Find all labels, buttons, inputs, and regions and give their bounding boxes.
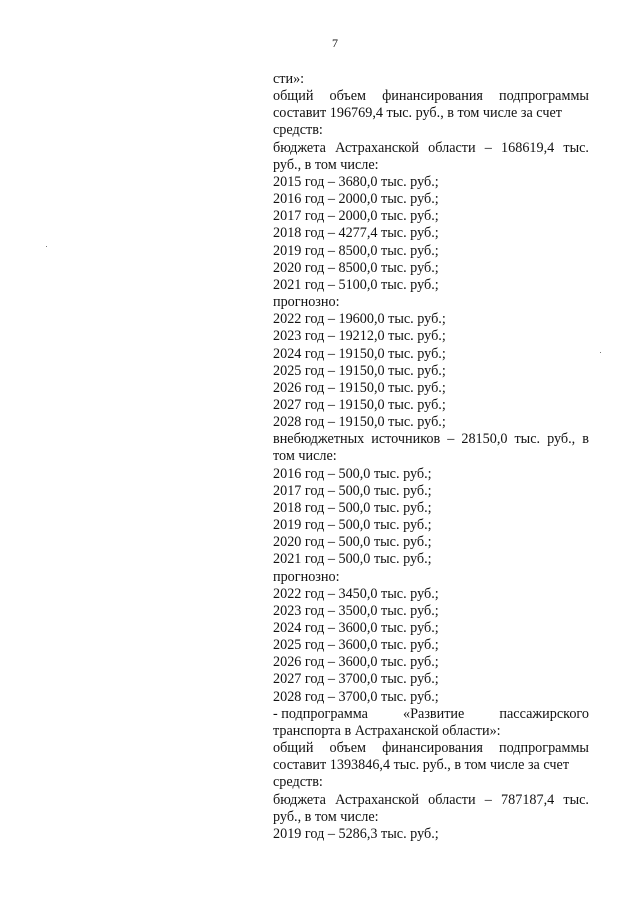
justified-text-line — [273, 431, 589, 448]
justified-text-line — [273, 706, 589, 723]
word: «Развитие — [403, 705, 465, 722]
justified-text-line — [273, 88, 589, 105]
word: тыс. — [563, 791, 589, 808]
word: финансирования — [382, 740, 483, 757]
text-line: 2019 год – 500,0 тыс. руб.; — [273, 517, 432, 534]
text-line: 2021 год – 500,0 тыс. руб.; — [273, 551, 432, 568]
document-text-block — [273, 71, 589, 843]
text-line: 2018 год – 500,0 тыс. руб.; — [273, 499, 432, 516]
text-line: 2021 год – 5100,0 тыс. руб.; — [273, 276, 439, 293]
word: Астраханской — [335, 139, 419, 156]
text-line: 2022 год – 3450,0 тыс. руб.; — [273, 585, 439, 602]
word: области — [428, 791, 476, 808]
text-line: 2027 год – 3700,0 тыс. руб.; — [273, 671, 439, 688]
word: источников — [371, 431, 441, 448]
text-line: 2023 год – 19212,0 тыс. руб.; — [273, 328, 446, 345]
text-line: 2016 год – 500,0 тыс. руб.; — [273, 465, 432, 482]
text-line: прогнозно: — [273, 568, 340, 585]
word: – — [447, 431, 455, 448]
text-line: транспорта в Астраханской области»: — [273, 722, 501, 739]
word: общий — [273, 740, 314, 757]
word: 787187,4 — [501, 791, 555, 808]
text-line: 2019 год – 8500,0 тыс. руб.; — [273, 242, 439, 259]
word: области — [428, 139, 476, 156]
text-line: средств: — [273, 122, 323, 139]
text-line: 2027 год – 19150,0 тыс. руб.; — [273, 396, 446, 413]
word: подпрограммы — [498, 88, 589, 105]
text-line: 2023 год – 3500,0 тыс. руб.; — [273, 602, 439, 619]
text-line: 2028 год – 3700,0 тыс. руб.; — [273, 688, 439, 705]
text-line: 2028 год – 19150,0 тыс. руб.; — [273, 414, 446, 431]
word: объем — [329, 740, 367, 757]
text-line: 2025 год – 3600,0 тыс. руб.; — [273, 637, 439, 654]
word: Астраханской — [335, 791, 419, 808]
word: – — [484, 791, 492, 808]
text-line: 2017 год – 500,0 тыс. руб.; — [273, 482, 432, 499]
word: 168619,4 — [501, 139, 555, 156]
text-line: 2022 год – 19600,0 тыс. руб.; — [273, 311, 446, 328]
word: внебюджетных — [273, 431, 365, 448]
word: тыс. — [514, 431, 541, 448]
text-line: руб., в том числе: — [273, 808, 379, 825]
text-line: 2024 год – 3600,0 тыс. руб.; — [273, 620, 439, 636]
text-line: составит 196769,4 тыс. руб., в том числе за счет — [273, 105, 562, 122]
word: тыс. — [563, 139, 589, 156]
word: – — [484, 139, 492, 156]
word: финансирования — [382, 88, 483, 105]
text-line: 2026 год – 3600,0 тыс. руб.; — [273, 654, 439, 671]
word: бюджета — [273, 791, 326, 808]
text-line: 2025 год – 19150,0 тыс. руб.; — [273, 362, 446, 379]
text-line: 2018 год – 4277,4 тыс. руб.; — [273, 225, 439, 242]
word: 28150,0 — [461, 431, 508, 448]
scan-speck — [46, 246, 47, 247]
text-line: 2017 год – 2000,0 тыс. руб.; — [273, 208, 439, 225]
page-number: 7 — [332, 36, 338, 50]
word: - подпрограмма — [273, 705, 368, 722]
word: подпрограммы — [498, 740, 589, 757]
text-line: 2020 год – 500,0 тыс. руб.; — [273, 534, 432, 551]
text-line: 2020 год – 8500,0 тыс. руб.; — [273, 259, 439, 276]
text-line: 2026 год – 19150,0 тыс. руб.; — [273, 379, 446, 396]
justified-text-line — [273, 792, 589, 809]
text-line: 2015 год – 3680,0 тыс. руб.; — [273, 173, 439, 190]
text-line: 2024 год – 19150,0 тыс. руб.; — [273, 345, 446, 362]
text-line: том числе: — [273, 448, 337, 465]
word: руб., — [547, 431, 576, 448]
word: бюджета — [273, 139, 326, 156]
text-line: прогнозно: — [273, 294, 340, 311]
text-line: 2019 год – 5286,3 тыс. руб.; — [273, 825, 439, 842]
scan-speck — [600, 352, 601, 353]
justified-text-line — [273, 140, 589, 157]
word: пассажирского — [499, 705, 589, 722]
justified-text-line — [273, 740, 589, 757]
text-line: сти»: — [273, 71, 305, 87]
text-line: руб., в том числе: — [273, 156, 379, 173]
word: объем — [329, 88, 367, 105]
text-line: 2016 год – 2000,0 тыс. руб.; — [273, 191, 439, 208]
word: в — [582, 431, 589, 448]
text-line: составит 1393846,4 тыс. руб., в том числе за счет — [273, 757, 570, 774]
text-line: средств: — [273, 774, 323, 791]
word: общий — [273, 88, 314, 105]
